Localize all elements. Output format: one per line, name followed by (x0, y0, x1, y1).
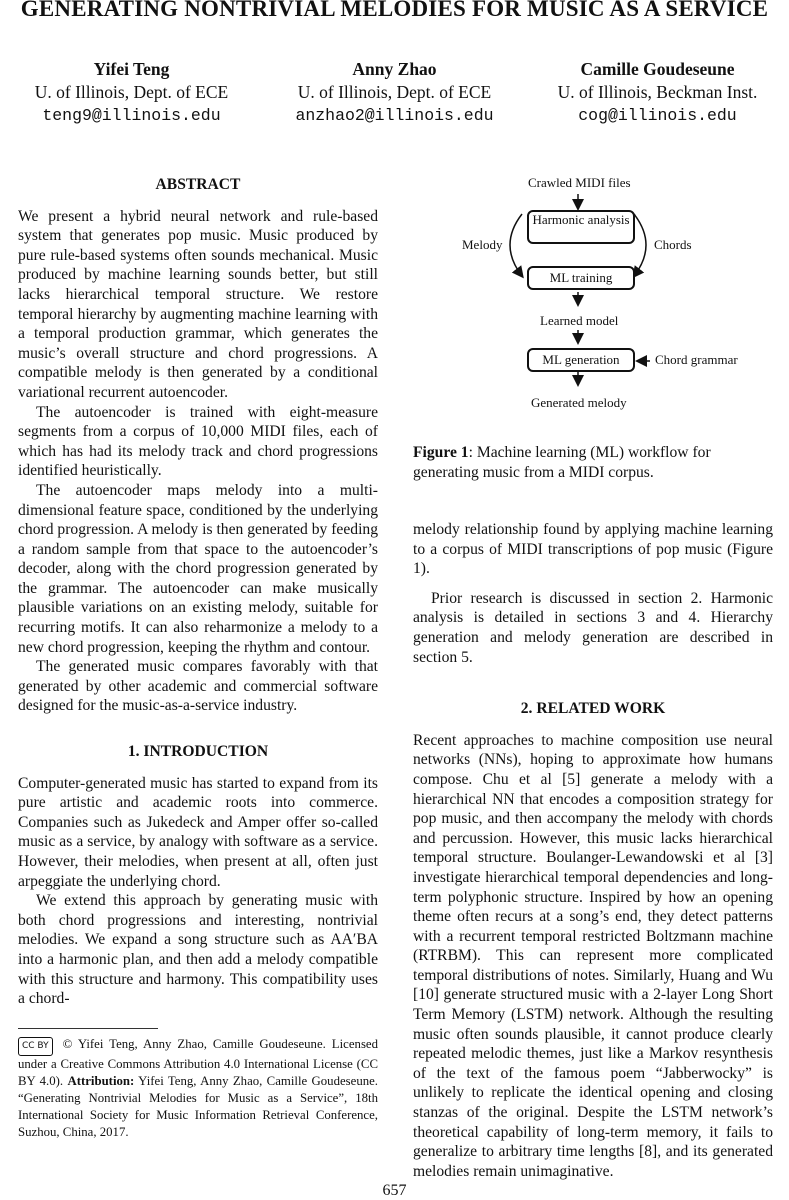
abstract-paragraph: We present a hybrid neural network and rule-based system that generates pop music. Music produced by pure rule-based systems often sounds mechanical. Music produced by machine learning sounds better, but still lacks hierarchical temporal structure. We restore temporal hierarchy by augmenting machine learning with a temporal production grammar, which generates the music’s overall structure and chord progressions. A compatible melody is then generated by a conditional variational recurrent autoencoder. (18, 207, 378, 401)
author-email: anzhao2@illinois.edu (295, 106, 494, 125)
chord-grammar-label: Chord grammar (655, 352, 738, 367)
author-block (263, 58, 526, 127)
introduction-heading: 1. INTRODUCTION (127, 743, 269, 761)
input-label: Crawled MIDI files (528, 175, 631, 190)
body-paragraph: Prior research is discussed in section 2. Harmonic analysis is detailed in sections 3 and 4. Hierarchy generation and melody generation are described in section 5. (413, 589, 773, 666)
author-block (526, 58, 789, 127)
workflow-arrows (450, 170, 750, 420)
figure-caption-text: : Machine learning (ML) workflow for generating music from a MIDI corpus. (413, 444, 711, 481)
right-column (413, 520, 773, 1181)
page-number: 657 (382, 1182, 407, 1199)
paper-title: GENERATING NONTRIVIAL MELODIES FOR MUSIC AS A SERVICE (20, 0, 769, 21)
author-affiliation: U. of Illinois, Beckman Inst. (557, 82, 758, 102)
cc-license-icon: CC BY (18, 1037, 53, 1056)
author-affiliation: U. of Illinois, Dept. of ECE (297, 82, 492, 102)
figure-1-workflow (450, 170, 750, 420)
related-work-paragraph: Recent approaches to machine composition use neural networks (NNs), hoping to approximate how humans compose. Chu et al [5] generate a melody with a hierarchical NN that encodes a composition strategy for pop music, and then accompany the melody with chords and percussion. However, this music lacks hierarchical temporal structure. Boulanger-Lewandowski et al [3] investigate hierarchical temporal dependencies and long-term polyphonic structure. Inspired by how an opening theme often recurs at a song’s end, they detect patterns with a recurrent temporal restricted Boltzmann machine (RTRBM). This can represent more complicated temporal distributions of notes. Similarly, Huang and Wu [10] generate structured music with a 2-layer Long Short Term Memory (LSTM) network. Although the resulting music often sounds plausible, it cannot produce clearly repeated melodic themes, just like a Markov resynthesis of the text of the famous poem “Jabberwocky” is unlikely to replicate the identical opening and closing stanzas of the original. Despite the LSTM network’s theoretical capability of long-term memory, it fails to generalize to arbitrary time lengths [8], and its generated melodies remain unimaginative. (413, 731, 773, 1180)
abstract-paragraph: The generated music compares favorably with that generated by other academic and commercial software designed for the music-as-a-service industry. (18, 658, 378, 715)
body-paragraph: melody relationship found by applying machine learning to a corpus of MIDI transcriptions of pop music (Figure 1). (413, 521, 773, 578)
intro-paragraph: Computer-generated music has started to expand from its pure artistic and academic roots into commerce. Companies such as Jukedeck and Amper offer so-called music as a service, by analogy with software as a service. However, their melodies, when present at all, often just arpeggiate the underlying chord. (18, 774, 378, 890)
figure-caption-label: Figure 1 (413, 444, 469, 461)
left-column (18, 175, 378, 1009)
author-email: cog@illinois.edu (578, 106, 737, 125)
related-work-heading: 2. RELATED WORK (520, 700, 666, 718)
abstract-heading: ABSTRACT (155, 176, 241, 193)
melody-label: Melody (462, 237, 503, 252)
harmonic-analysis-box: Harmonic analysis (527, 210, 635, 244)
abstract-paragraph: The autoencoder maps melody into a multi-dimensional feature space, conditioned by the underlying chord progression. A melody is then generated by feeding a random sample from that space to the autoencoder’s decoder, along with the chord progression generated by the grammar. The autoencoder can make musically plausible variations on an existing melody, suitable for recurring motifs. It can also reharmonize a melody to a new chord progression, keeping the rhythm and contour. (18, 481, 378, 656)
author-email: teng9@illinois.edu (42, 106, 221, 125)
author-affiliation: U. of Illinois, Dept. of ECE (34, 82, 229, 102)
footnote (18, 1036, 378, 1141)
author-name: Yifei Teng (93, 59, 170, 79)
ml-generation-box: ML generation (527, 348, 635, 372)
author-block (0, 58, 263, 127)
learned-model-label: Learned model (540, 313, 619, 328)
generated-melody-label: Generated melody (531, 395, 627, 410)
ml-training-box: ML training (527, 266, 635, 290)
abstract-paragraph: The autoencoder is trained with eight-measure segments from a corpus of 10,000 MIDI files, each of which has had its melody track and chord progressions identified heuristically. (18, 403, 378, 480)
footnote-rule (18, 1028, 158, 1029)
author-name: Camille Goudeseune (580, 59, 735, 79)
figure-caption (413, 443, 773, 482)
footnote-license: © Yifei Teng, Anny Zhao, Camille Goudeseune. Licensed under a Creative Commons Attribution 4.0 International License (CC BY 4.0). (18, 1037, 378, 1088)
attribution-text: Yifei Teng, Anny Zhao, Camille Goudeseune. “Generating Nontrivial Melodies for Music as a Service”, 18th International Society for Music Information Retrieval Conference, Suzhou, China, 2017. (18, 1074, 378, 1139)
author-name: Anny Zhao (352, 59, 437, 79)
attribution-label: Attribution: (67, 1074, 135, 1088)
intro-paragraph: We extend this approach by generating music with both chord progressions and interesting, nontrivial melodies. We expand a song structure such as AA′BA into a harmonic plan, and then add a melody compatible with this structure and harmony. This compatibility uses a chord- (18, 892, 378, 1008)
chords-label: Chords (654, 237, 692, 252)
